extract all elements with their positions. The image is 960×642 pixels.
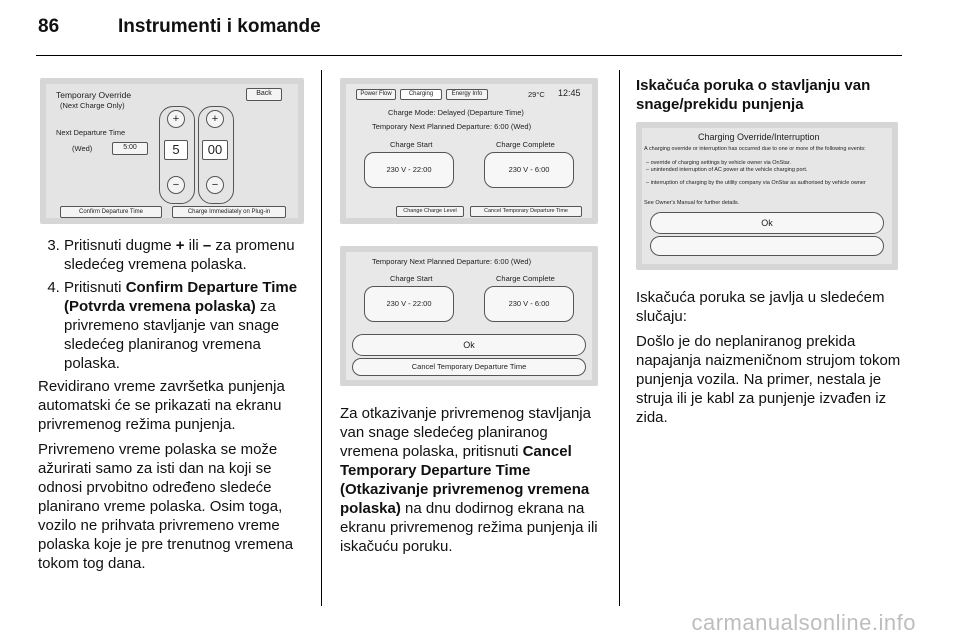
charge-mode: Charge Mode: Delayed (Departure Time) — [388, 108, 524, 117]
override-title: Temporary Override — [56, 90, 132, 100]
empty-button — [650, 236, 884, 256]
column-1-text — [38, 236, 308, 579]
back-button[interactable]: Back — [246, 88, 282, 101]
change-charge-level-button[interactable]: Change Charge Level — [396, 206, 464, 217]
step-3: 3. Pritisnuti dugme + ili – za promenu sledećeg vremena polaska. — [64, 236, 308, 274]
charge-start-label: Charge Start — [390, 274, 433, 283]
section-heading: Iskačuća poruka o stavljanju van snage/prekidu punjenja — [636, 77, 871, 113]
hour-value: 5 — [164, 140, 188, 160]
column-3-heading — [636, 76, 904, 120]
header-rule — [36, 55, 902, 56]
minute-value: 00 — [202, 140, 228, 160]
hour-plus-button[interactable]: + — [167, 110, 185, 128]
tab-energy-info[interactable]: Energy Info — [446, 89, 488, 100]
column-2-text — [340, 404, 610, 562]
cancel-departure-button[interactable]: Cancel Temporary Departure Time — [470, 206, 582, 217]
screen-charging-override — [636, 122, 898, 270]
column-divider — [321, 70, 322, 606]
next-departure: Temporary Next Planned Departure: 6:00 (Wed) — [372, 122, 532, 131]
column-divider — [619, 70, 620, 606]
page-title: Instrumenti i komande — [118, 16, 321, 37]
cancel-departure-button[interactable]: Cancel Temporary Departure Time — [352, 358, 586, 376]
charge-complete-label: Charge Complete — [496, 274, 555, 283]
departure-day: (Wed) — [72, 144, 93, 153]
page-number: 86 — [38, 16, 60, 37]
charge-start-value: 230 V - 22:00 — [364, 286, 454, 322]
charge-start-label: Charge Start — [390, 140, 433, 149]
ok-button[interactable]: Ok — [650, 212, 884, 234]
paragraph: Privremeno vreme polaska se može ažurirati samo za isti dan na koji se odnosi prvobitno određeno sledeće planirano vreme polaska. Osim toga, vozilo ne prihvata privremeno vreme polaska koje je pre trenutnog vremena tokom tog dana. — [38, 441, 294, 572]
hour-minus-button[interactable]: − — [167, 176, 185, 194]
minute-plus-button[interactable]: + — [206, 110, 224, 128]
minute-minus-button[interactable]: − — [206, 176, 224, 194]
charge-complete-value[interactable]: 230 V - 6:00 — [484, 152, 574, 188]
tab-power-flow[interactable]: Power Flow — [356, 89, 396, 100]
popup-item: – override of charging settings by vehicle owner via OnStar. — [646, 160, 791, 166]
paragraph: Za otkazivanje privremenog stavljanja van snage sledećeg planiranog vremena polaska, pritisnuti Cancel Temporary Departure Time (Otkazivanje privremenog vremena polaska) na dnu dodirnog ekrana na ekranu privremenog režima punjenja ili iskačuću poruku. — [340, 405, 598, 555]
step-list — [38, 236, 308, 373]
outside-temperature: 29°C — [528, 90, 545, 99]
paragraph: Iskačuća poruka se javlja u sledećem slučaju: — [636, 289, 885, 325]
paragraph: Došlo je do neplaniranog prekida napajanja naizmeničnom strujom tokom punjenja vozila. Na primer, nestala je struja ili je kabl za punjenje izvađen iz zida. — [636, 333, 901, 426]
popup-intro: A charging override or interruption has occurred due to one or more of the following events: — [644, 146, 866, 152]
watermark: carmanualsonline.info — [691, 610, 916, 635]
ok-button[interactable]: Ok — [352, 334, 586, 356]
departure-time-field[interactable]: 5:00 — [112, 142, 148, 155]
next-departure: Temporary Next Planned Departure: 6:00 (Wed) — [372, 257, 532, 266]
override-subtitle: (Next Charge Only) — [60, 101, 125, 110]
clock: 12:45 — [558, 88, 581, 98]
popup-item: – interruption of charging by the utility company via OnStar as authorised by vehicle owner — [646, 180, 866, 186]
charge-complete-label: Charge Complete — [496, 140, 555, 149]
screen-temporary-departure-popup — [340, 246, 598, 386]
popup-title: Charging Override/Interruption — [698, 132, 820, 142]
charge-complete-value: 230 V - 6:00 — [484, 286, 574, 322]
screen-temporary-override — [40, 78, 304, 224]
paragraph: Revidirano vreme završetka punjenja automatski će se prikazati na ekranu privremenog režima punjenja. — [38, 378, 285, 433]
step-4: 4. Pritisnuti Confirm Departure Time (Potvrda vremena polaska) za privremeno stavljanje van snage sledećeg planiranog vremena polaska. — [64, 278, 308, 373]
confirm-departure-button[interactable]: Confirm Departure Time — [60, 206, 162, 218]
next-departure-label: Next Departure Time — [56, 128, 126, 137]
popup-item: – unintended interruption of AC power at the vehicle charging port. — [646, 167, 808, 173]
charge-start-value[interactable]: 230 V - 22:00 — [364, 152, 454, 188]
charge-immediately-button[interactable]: Charge Immediately on Plug-in — [172, 206, 286, 218]
column-3-text — [636, 288, 904, 433]
popup-footer: See Owner's Manual for further details. — [644, 200, 740, 206]
screen-charging — [340, 78, 598, 224]
tab-charging[interactable]: Charging — [400, 89, 442, 100]
